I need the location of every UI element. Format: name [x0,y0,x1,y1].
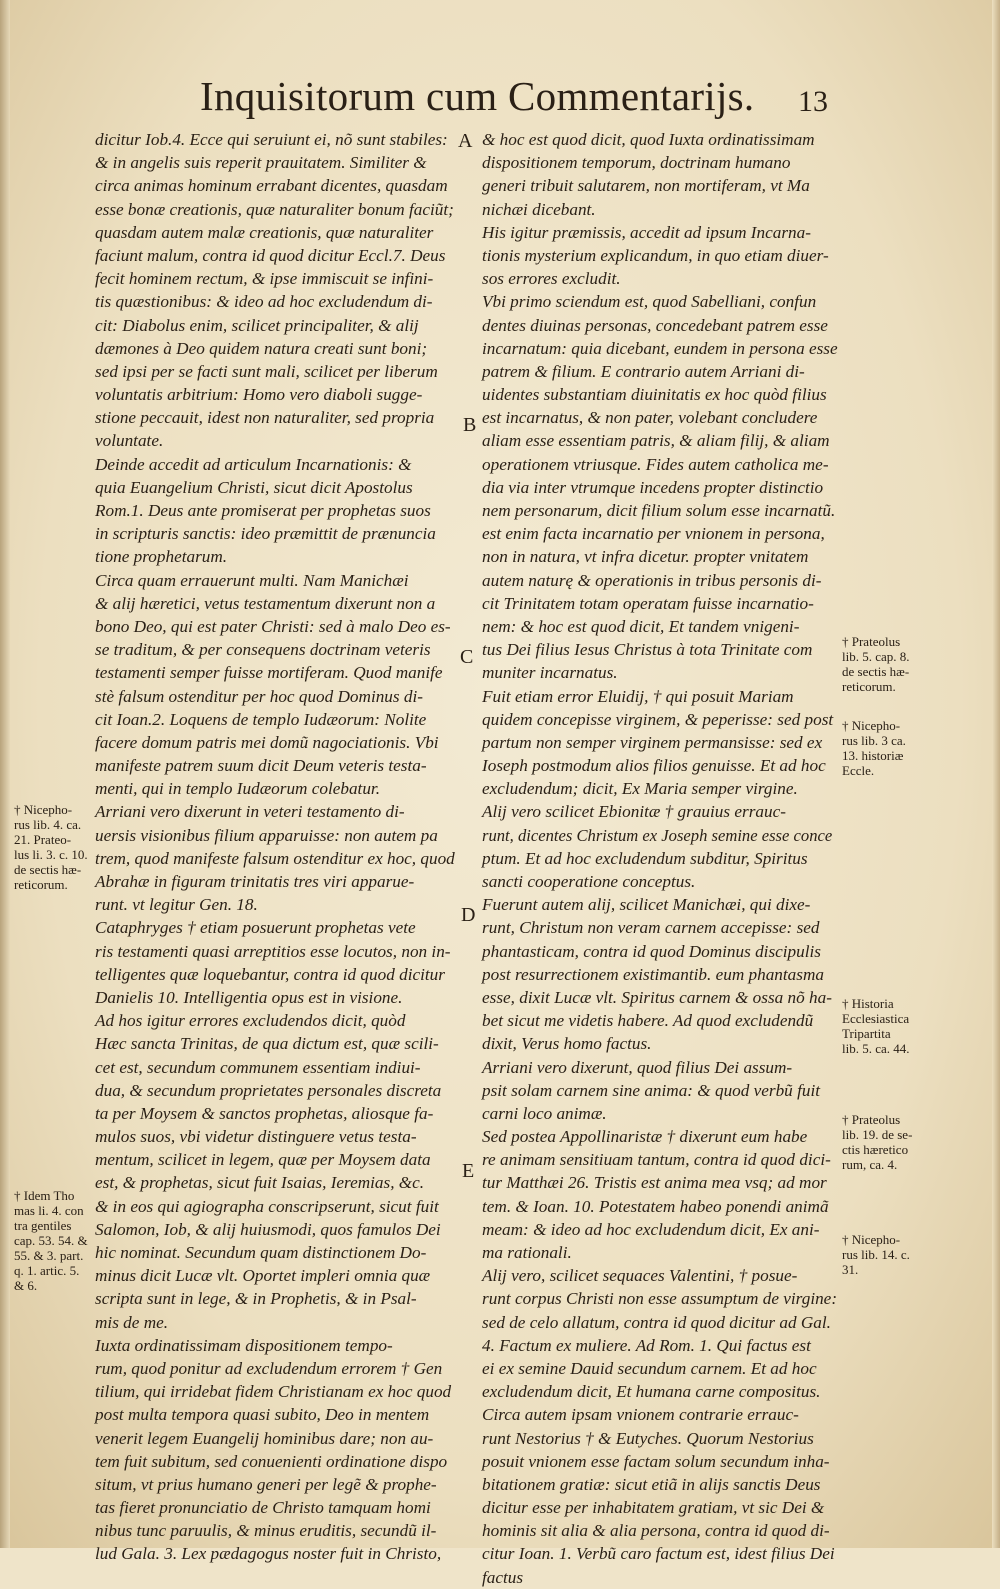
text-line: est incarnatus, & non pater, volebant concludere [482,408,818,428]
text-line: muniter incarnatus. [482,663,618,683]
text-line: runt. vt legitur Gen. 18. [95,895,258,915]
note-line: lib. 5. ca. 44. [842,1041,910,1056]
text-line: ptum. Et ad hoc excludendum subditur, Spiritus [482,848,808,868]
text-line: His igitur præmissis, accedit ad ipsum Incarna- [482,222,811,242]
text-line: Salomon, Iob, & alij huiusmodi, quos famulos Dei [95,1219,441,1239]
note-line: Ecclesiastica [842,1011,910,1026]
text-line: dia via inter vtrumque incedens propter distinctio [482,477,824,497]
text-line: Alij vero, scilicet sequaces Valentini, † posue- [482,1266,798,1286]
text-line: & alij hæretici, vetus testamentum dixerunt non a [95,593,436,613]
text-line: stione peccauit, idest non naturaliter, sed propria [95,408,435,428]
note-line: † Nicepho- [14,802,73,817]
text-line: meam: & ideo ad hoc excludendum dicit, Ex ani- [482,1219,820,1239]
text-line: sancti cooperatione conceptus. [482,872,696,891]
text-line: Ioseph postmodum alios filios genuisse. Et ad hoc [482,756,826,776]
text-line: nem: & hoc est quod dicit, Et tandem vnigeni- [482,616,800,636]
text-line: lud Gala. 3. Lex pædagogus noster fuit in Christo, [95,1544,442,1564]
text-line: Vbi primo sciendum est, quod Sabelliani, confun [482,292,817,312]
text-line: hominis sit alia & alia persona, contra id quod di- [482,1521,830,1541]
right-text-column [482,128,838,1589]
section-marker-a: A [458,130,473,152]
text-line: tas fieret pronunciatio de Christo tamquam homi [95,1498,431,1518]
text-line: scripta sunt in lege, & in Prophetis, & in Psal- [95,1289,417,1309]
text-line: sed de celo allatum, contra id quod dicitur ad Gal. [482,1312,831,1332]
text-line: bet sicut me videtis habere. Ad quod excludendũ [482,1011,814,1031]
section-marker-d: D [461,904,476,926]
text-line: dentes diuinas personas, concedebant patrem esse [482,315,828,335]
text-line: quasdam autem malæ creationis, quæ naturaliter [95,222,434,242]
text-line: Sed postea Appollinaristæ † dixerunt eum habe [482,1127,808,1147]
text-line: tione prophetarum. [95,547,228,567]
margin-note-right-4 [842,1112,972,1172]
text-line: Circa quam errauerunt multi. Nam Manichæi [95,570,409,590]
note-line: tra gentiles [14,1218,72,1233]
text-line: autem naturę & operationis in tribus personis di- [482,570,822,590]
text-line: cit: Diabolus enim, scilicet principaliter, & alij [95,315,419,335]
text-line: uidentes substantiam diuinitatis ex hoc quòd filius [482,385,827,405]
text-line: venerit legem Euangelij hominibus dare; non au- [95,1428,434,1448]
text-line: Arriani vero dixerunt, quod filius Dei assum- [482,1057,793,1077]
text-line: fecit hominem rectum, & ipse immiscuit se infini- [95,269,434,289]
note-line: rus lib. 3 ca. [842,733,906,748]
note-line: lus li. 3. c. 10. [14,847,88,862]
note-line: Eccle. [842,763,875,778]
text-line: excludendum dicit, Et humana carne compositus. [482,1382,821,1402]
text-line: posuit vnionem esse factam solum secundum inha- [482,1451,830,1471]
note-line: † Idem Tho [14,1188,75,1203]
left-text-column [95,128,463,1566]
text-line: bitationem gratiæ: sicut etiã in alijs sanctis Deus [482,1474,821,1494]
text-line: Cataphryges † etiam posuerunt prophetas vete [95,918,416,938]
text-line: ma rationali. [482,1243,572,1262]
section-marker-c: C [460,646,474,668]
text-line: se traditum, & per consequens doctrinam veteris [95,640,431,660]
text-line: Rom.1. Deus ante promiserat per prophetas suos [95,501,431,520]
note-line: cap. 53. 54. & [14,1233,88,1248]
note-line: q. 1. artic. 5. [14,1263,80,1278]
note-line: † Nicepho- [842,1232,901,1247]
text-line: runt Nestorius † & Eutyches. Quorum Nestorius [482,1428,814,1448]
text-line: Ad hos igitur errores excludendos dicit, quòd [95,1011,406,1031]
text-line: hic nominat. Secundum quam distinctionem Do- [95,1243,427,1262]
text-line: dicitur esse per inhabitatem gratiam, vt sic Dei & [482,1498,825,1518]
text-line: in scripturis sanctis: ideo præmittit de prænuncia [95,524,436,544]
text-line: tem. & Ioan. 10. Potestatem habeo ponendi animã [482,1196,829,1216]
text-line: est, & prophetas, sicut fuit Isaias, Ieremias, &c. [95,1173,425,1193]
text-line: dua, & secundum proprietates personales discreta [95,1080,442,1100]
text-line: quidem concepisse virginem, & peperisse: sed post [482,709,834,729]
text-line: Alij vero scilicet Ebionitæ † grauius errauc- [482,802,786,822]
text-line: nibus tunc paruulis, & minus eruditis, secundũ il- [95,1521,437,1541]
text-line: tus Dei filius Iesus Christus à tota Trinitate com [482,640,813,660]
text-line: circa animas hominum errabant dicentes, quasdam [95,176,448,196]
text-line: quia Euangelium Christi, sicut dicit Apostolus [95,477,413,497]
margin-note-right-5 [842,1232,972,1277]
text-line: minus dicit Lucæ vlt. Oportet impleri omnia quæ [95,1266,431,1286]
text-line: carni loco animæ. [482,1103,607,1123]
text-line: mis de me. [95,1312,169,1332]
text-line: mentum, scilicet in legem, quæ per Moysem data [95,1150,431,1170]
text-line: operationem vtriusque. Fides autem catholica me- [482,454,829,474]
text-line: tur Matthæi 26. Tristis est anima mea vsq; ad mor [482,1173,827,1193]
text-line: incarnatum: quia dicebant, eundem in persona esse [482,338,838,358]
text-line: tilium, qui irridebat fidem Christianam ex hoc quod [95,1382,452,1402]
note-line: mas li. 4. con [14,1203,84,1218]
margin-note-right-3 [842,996,972,1056]
note-line: ctis hæretico [842,1142,909,1157]
text-line: & hoc est quod dicit, quod Iuxta ordinatissimam [482,130,815,149]
text-line: tionis mysterium explicandum, in quo etiam diuer- [482,245,829,265]
text-line: factus [482,1567,524,1587]
text-line: est enim facta incarnatio per vnionem in persona, [482,524,825,544]
margin-note-right-2 [842,718,972,778]
margin-note-left-1 [14,802,92,892]
text-line: excludendum; dicit, Ex Maria semper virgine. [482,779,798,799]
text-line: faciunt malum, contra id quod dicitur Eccl.7. Deus [95,245,446,265]
text-line: stè falsum ostenditur per hoc quod Dominus di- [95,686,423,706]
text-line: Fuerunt autem alij, scilicet Manichæi, qui dixe- [482,895,811,915]
page-number: 13 [798,85,828,118]
page-left-shadow [0,0,10,1548]
text-line: Fuit etiam error Eluidij, † qui posuit Mariam [482,686,794,706]
text-line: runt corpus Christi non esse assumptum de virgine: [482,1289,838,1309]
note-line: † Nicepho- [842,718,901,733]
text-line: sos errores excludit. [482,269,621,289]
text-line: Iuxta ordinatissimam dispositionem tempo- [95,1335,393,1355]
section-marker-b: B [463,414,477,436]
text-line: dicitur Iob.4. Ecce qui seruiunt ei, nõ sunt stabiles: [95,130,448,149]
note-line: 55. & 3. part. [14,1248,84,1263]
text-line: cet est, secundum communem essentiam indiui- [95,1057,421,1077]
text-line: cit Trinitatem totam operatam fuisse incarnatio- [482,593,814,613]
text-line: Arriani vero dixerunt in veteri testamento di- [95,802,405,822]
note-line: lib. 5. cap. 8. [842,649,910,664]
text-line: phantasticam, contra id quod Dominus discipulis [482,941,821,961]
text-line: trem, quod manifeste falsum ostenditur ex hoc, quod [95,848,455,868]
note-line: rus lib. 14. c. [842,1247,910,1262]
text-line: dixit, Verus homo factus. [482,1034,652,1054]
text-line: esse bonæ creationis, quæ naturaliter bonum faciũt; [95,199,454,219]
running-title: Inquisitorum cum Commentarijs. [200,73,755,119]
note-line: rus lib. 4. ca. [14,817,82,832]
text-line: Hæc sancta Trinitas, de qua dictum est, quæ scili- [95,1034,439,1054]
text-line: menti, qui in templo Iudæorum colebatur. [95,779,381,799]
text-line: dispositionem temporum, doctrinam humano [482,153,791,173]
note-line: 21. Prateo- [14,832,72,847]
text-line: generi tribuit salutarem, non mortiferam, vt Ma [482,176,810,196]
section-marker-e: E [462,1160,475,1182]
text-line: esse, dixit Lucæ vlt. Spiritus carnem & ossa nõ ha- [482,987,832,1007]
note-line: de sectis hæ- [14,862,82,877]
text-line: tem fuit subitum, sed conuenienti ordinatione dispo [95,1451,448,1471]
text-line: & in eos qui agiographa conscripserunt, sicut fuit [95,1196,439,1216]
text-line: re animam sensitiuam tantum, contra id quod dici- [482,1150,831,1170]
text-line: Deinde accedit ad articulum Incarnationis: & [95,454,412,474]
text-line: tis quæstionibus: & ideo ad hoc excludendum di- [95,292,433,312]
text-line: bono Deo, qui est pater Christi: sed à malo Deo es- [95,616,451,636]
note-line: 13. historiæ [842,748,904,763]
text-line: runt, dicentes Christum ex Joseph semine esse conce [482,825,833,845]
text-line: partum non semper virginem permansisse: sed ex [482,732,823,752]
note-line: reticorum. [842,679,896,694]
text-line: ta per Moysem & sanctos prophetas, aliosque fa- [95,1103,434,1123]
note-line: † Historia [842,996,894,1011]
note-line: lib. 19. de se- [842,1127,913,1142]
text-line: uersis visionibus filium apparuisse: non autem pa [95,825,438,845]
text-line: ei ex semine Dauid secundum carnem. Et ad hoc [482,1358,817,1378]
note-line: † Prateolus [842,1112,901,1127]
text-line: Circa autem ipsam vnionem contrarie errauc- [482,1405,799,1425]
text-line: runt, Christum non veram carnem accepisse: sed [482,918,820,938]
text-line: cit Ioan.2. Loquens de templo Iudæorum: Nolite [95,709,427,729]
note-line: de sectis hæ- [842,664,910,679]
text-line: voluntate. [95,431,164,451]
note-line: rum, ca. 4. [842,1157,898,1172]
text-line: testamenti semper fuisse mortiferam. Quod manife [95,663,443,683]
text-line: voluntatis arbitrium: Homo vero diaboli sugge- [95,385,423,405]
text-line: nem personarum, dicit filium solum esse incarnatũ. [482,501,836,520]
margin-note-left-2 [14,1188,92,1293]
text-line: 4. Factum ex muliere. Ad Rom. 1. Qui factus est [482,1335,811,1355]
text-line: & in angelis suis reperit prauitatem. Similiter & [95,153,427,173]
text-line: rum, quod ponitur ad excludendum errorem † Gen [95,1358,443,1378]
text-line: nichæi dicebant. [482,199,596,219]
text-line: Abrahæ in figuram trinitatis tres viri apparue- [95,872,415,891]
text-line: facere domum patris mei domũ nagociationis. Vbi [95,732,439,752]
note-line: † Prateolus [842,634,901,649]
note-line: Tripartita [842,1026,891,1041]
page-right-shadow [992,0,1000,1548]
text-line: Danielis 10. Intelligentia opus est in visione. [95,987,403,1007]
text-line: situm, vt prius humano generi per legẽ & prophe- [95,1474,437,1494]
text-line: sed ipsi per se facti sunt mali, scilicet per liberum [95,361,438,381]
text-line: patrem & filium. E contrario autem Arriani di- [482,361,805,381]
text-line: mulos suos, vbi videtur distinguere vetus testa- [95,1127,417,1147]
text-line: post resurrectionem existimantib. eum phantasma [482,964,824,984]
note-line: & 6. [14,1278,38,1293]
text-line: aliam esse essentiam patris, & aliam filij, & aliam [482,431,830,451]
text-line: post multa tempora quasi subito, Deo in mentem [95,1405,430,1425]
text-line: manifeste patrem suum dicit Deum veteris testa- [95,756,427,776]
margin-note-right-1 [842,634,972,694]
note-line: 31. [842,1262,859,1277]
text-line: non in natura, vt infra dicetur. propter vnitatem [482,547,809,567]
text-line: ris testamenti quasi arreptitios esse locutos, non in- [95,941,451,961]
text-line: dæmones à Deo quidem natura creati sunt boni; [95,338,428,358]
text-line: citur Ioan. 1. Verbũ caro factum est, idest filius Dei [482,1544,835,1564]
text-line: psit solam carnem sine anima: & quod verbũ fuit [482,1080,820,1100]
text-line: telligentes quæ loquebantur, contra id quod dicitur [95,964,445,984]
note-line: reticorum. [14,877,68,892]
